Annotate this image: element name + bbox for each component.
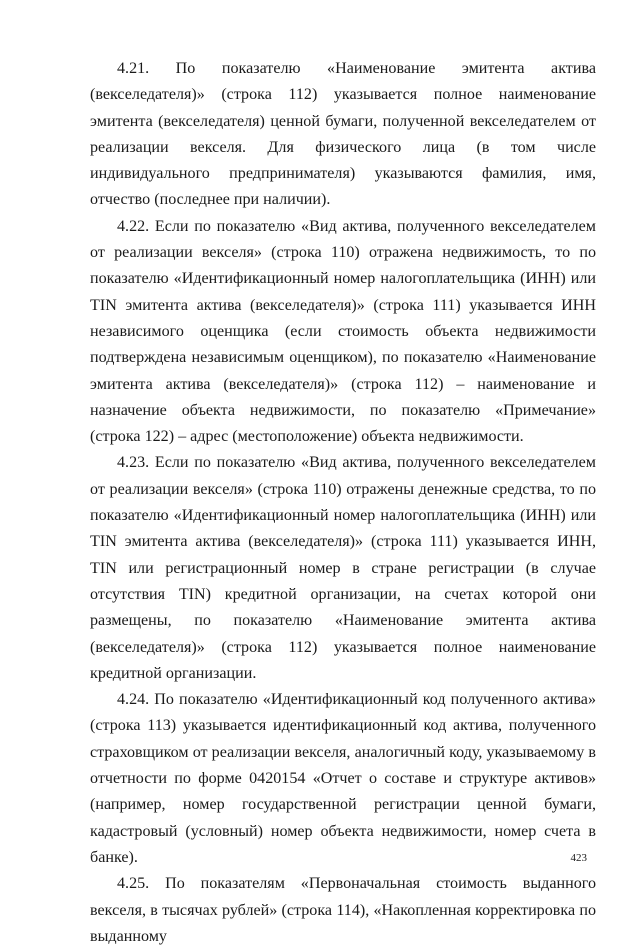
body-text	[90, 56, 596, 950]
paragraph-4-22: 4.22. Если по показателю «Вид актива, полученного векселедателем от реализации векселя» (строка 110) отражена недвижимость, то по показателю «Идентификационный номер налогоплательщика (ИНН) или TIN эмитента актива (векселедателя)» (строка 111) указывается ИНН независимого оценщика (если стоимость объекта недвижимости подтверждена независимым оценщиком), по показателю «Наименование эмитента актива (векселедателя)» (строка 112) – наименование и назначение объекта недвижимости, по показателю «Примечание» (строка 122) – адрес (местоположение) объекта недвижимости.	[90, 217, 596, 446]
paragraph-4-21: 4.21. По показателю «Наименование эмитента актива (векселедателя)» (строка 112) указывается полное наименование эмитента (векселедателя) ценной бумаги, полученной векселедателем от реализации векселя. Для физического лица (в том числе индивидуального предпринимателя) указываются фамилия, имя, отчество (последнее при наличии).	[90, 60, 596, 209]
paragraph-4-25: 4.25. По показателям «Первоначальная стоимость выданного векселя, в тысячах рублей» (строка 114), «Накопленная корректировка по выданному	[90, 875, 596, 945]
page-number: 423	[570, 852, 587, 864]
paragraph-4-23: 4.23. Если по показателю «Вид актива, полученного векселедателем от реализации векселя» (строка 110) отражены денежные средства, то по показателю «Идентификационный номер налогоплательщика (ИНН) или TIN эмитента актива (векселедателя)» (строка 111) указывается ИНН, TIN или регистрационный номер в стране регистрации (в случае отсутствия TIN) кредитной организации, на счетах которой они размещены, по показателю «Наименование эмитента актива (векселедателя)» (строка 112) указывается полное наименование кредитной организации.	[90, 454, 596, 682]
paragraph-4-24: 4.24. По показателю «Идентификационный код полученного актива» (строка 113) указывается идентификационный код актива, полученного страховщиком от реализации векселя, аналогичный коду, указываемому в отчетности по форме 0420154 «Отчет о составе и структуре активов» (например, номер государственной регистрации ценной бумаги, кадастровый (условный) номер объекта недвижимости, номер счета в банке).	[90, 691, 596, 866]
